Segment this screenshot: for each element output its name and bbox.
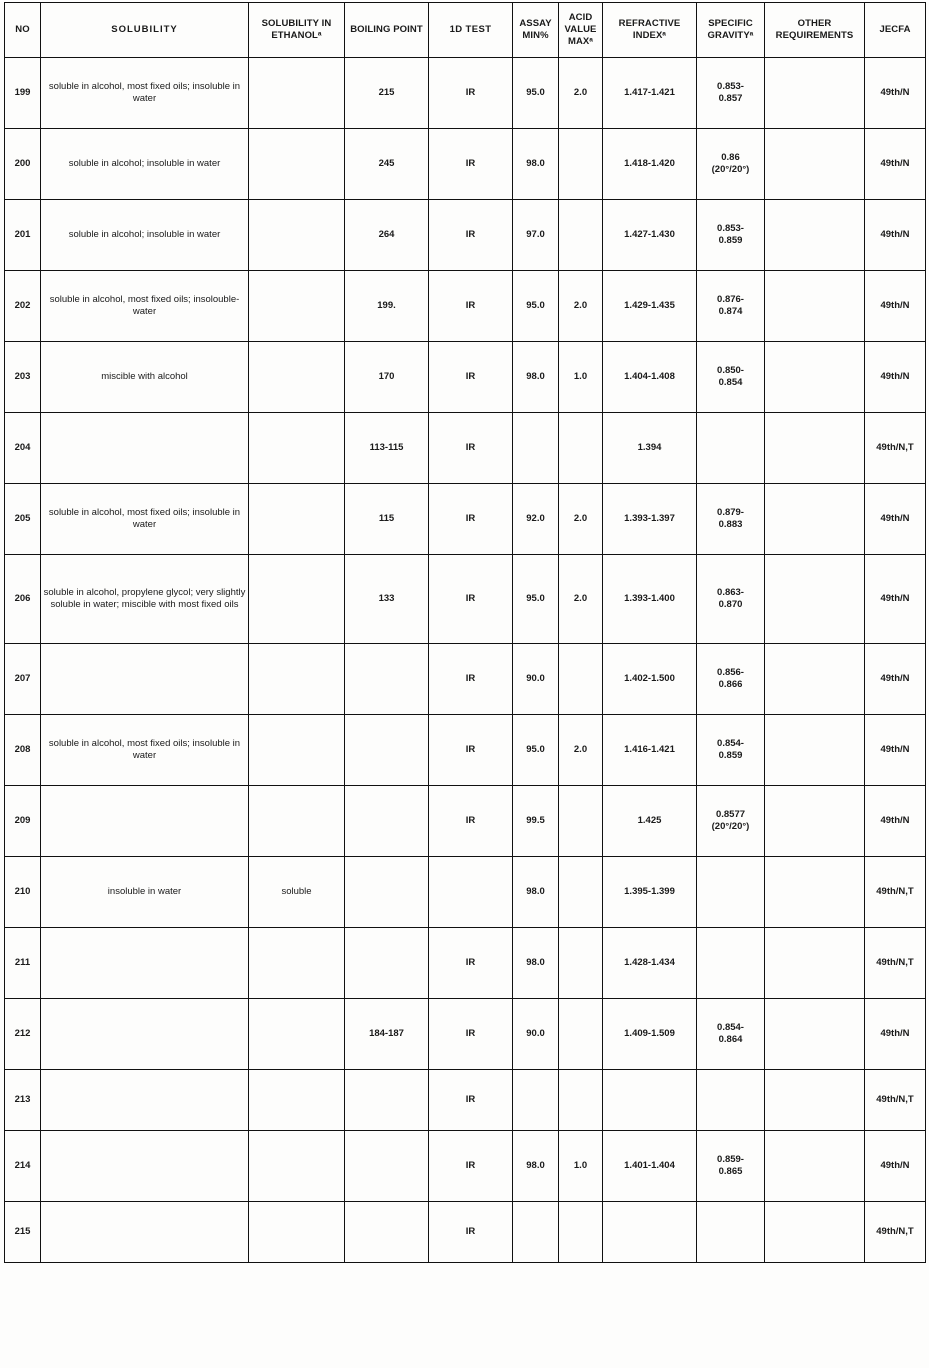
cell-solubility_ethanol [249,1202,345,1263]
cell-assay: 98.0 [513,857,559,928]
table-row [5,200,926,271]
cell-solubility [41,1202,249,1263]
cell-acid_value: 2.0 [559,555,603,644]
table-row [5,342,926,413]
column-header-acid_value: ACID VALUE MAXᵃ [559,3,603,58]
cell-refractive_index: 1.401-1.404 [603,1131,697,1202]
cell-boiling_point: 245 [345,129,429,200]
cell-assay: 90.0 [513,644,559,715]
cell-boiling_point [345,1202,429,1263]
cell-solubility_ethanol [249,555,345,644]
table-row [5,928,926,999]
cell-no: 210 [5,857,41,928]
table-row [5,1070,926,1131]
cell-id_test: IR [429,928,513,999]
cell-specific_gravity [697,413,765,484]
cell-assay: 99.5 [513,786,559,857]
cell-jecfa: 49th/N,T [865,857,926,928]
cell-specific_gravity: 0.876- 0.874 [697,271,765,342]
cell-solubility: soluble in alcohol, most fixed oils; insoluble in water [41,484,249,555]
cell-other_requirements [765,999,865,1070]
cell-solubility_ethanol [249,1070,345,1131]
cell-id_test: IR [429,271,513,342]
cell-solubility_ethanol [249,928,345,999]
cell-boiling_point: 264 [345,200,429,271]
cell-id_test: IR [429,129,513,200]
cell-specific_gravity: 0.854- 0.864 [697,999,765,1070]
cell-specific_gravity: 0.879- 0.883 [697,484,765,555]
cell-acid_value [559,928,603,999]
cell-solubility_ethanol [249,999,345,1070]
cell-boiling_point [345,715,429,786]
table-row [5,271,926,342]
table-row [5,715,926,786]
cell-other_requirements [765,58,865,129]
cell-acid_value [559,857,603,928]
cell-solubility_ethanol [249,58,345,129]
cell-jecfa: 49th/N,T [865,413,926,484]
cell-specific_gravity [697,1070,765,1131]
cell-specific_gravity: 0.86 (20°/20°) [697,129,765,200]
cell-acid_value [559,413,603,484]
cell-id_test: IR [429,999,513,1070]
cell-solubility_ethanol [249,342,345,413]
cell-acid_value [559,644,603,715]
cell-jecfa: 49th/N [865,484,926,555]
cell-jecfa: 49th/N [865,342,926,413]
cell-solubility: soluble in alcohol, most fixed oils; insoluble in water [41,715,249,786]
cell-boiling_point: 113-115 [345,413,429,484]
cell-no: 211 [5,928,41,999]
table-body [5,58,926,1263]
cell-jecfa: 49th/N [865,644,926,715]
cell-acid_value [559,999,603,1070]
cell-assay: 98.0 [513,928,559,999]
cell-other_requirements [765,129,865,200]
cell-boiling_point [345,644,429,715]
cell-acid_value: 1.0 [559,1131,603,1202]
cell-boiling_point [345,1070,429,1131]
cell-id_test: IR [429,413,513,484]
cell-assay: 95.0 [513,271,559,342]
cell-jecfa: 49th/N [865,999,926,1070]
cell-solubility_ethanol [249,1131,345,1202]
cell-other_requirements [765,271,865,342]
cell-jecfa: 49th/N [865,786,926,857]
cell-jecfa: 49th/N,T [865,1202,926,1263]
cell-assay: 95.0 [513,715,559,786]
cell-assay: 98.0 [513,129,559,200]
column-header-solubility_ethanol: SOLUBILITY IN ETHANOLᵃ [249,3,345,58]
cell-id_test: IR [429,200,513,271]
cell-assay [513,1070,559,1131]
cell-specific_gravity: 0.8577 (20°/20°) [697,786,765,857]
cell-id_test: IR [429,715,513,786]
cell-acid_value: 2.0 [559,58,603,129]
cell-jecfa: 49th/N [865,200,926,271]
table-row [5,786,926,857]
cell-solubility [41,644,249,715]
cell-id_test: IR [429,342,513,413]
cell-other_requirements [765,1131,865,1202]
cell-refractive_index: 1.394 [603,413,697,484]
cell-refractive_index: 1.416-1.421 [603,715,697,786]
cell-other_requirements [765,715,865,786]
cell-no: 207 [5,644,41,715]
table-row [5,58,926,129]
cell-assay: 95.0 [513,555,559,644]
cell-other_requirements [765,342,865,413]
cell-solubility_ethanol [249,644,345,715]
cell-boiling_point [345,928,429,999]
cell-specific_gravity: 0.853- 0.857 [697,58,765,129]
cell-boiling_point: 115 [345,484,429,555]
cell-solubility [41,1070,249,1131]
cell-solubility [41,928,249,999]
cell-id_test [429,857,513,928]
cell-boiling_point [345,857,429,928]
cell-other_requirements [765,413,865,484]
cell-other_requirements [765,857,865,928]
cell-boiling_point [345,1131,429,1202]
column-header-refractive_index: REFRACTIVE INDEXᵃ [603,3,697,58]
cell-refractive_index: 1.427-1.430 [603,200,697,271]
cell-assay [513,1202,559,1263]
cell-solubility: soluble in alcohol, propylene glycol; very slightly soluble in water; miscible with most fixed oils [41,555,249,644]
cell-solubility: soluble in alcohol; insoluble in water [41,129,249,200]
table-row [5,555,926,644]
cell-refractive_index: 1.402-1.500 [603,644,697,715]
column-header-assay: ASSAY MIN% [513,3,559,58]
cell-solubility: soluble in alcohol, most fixed oils; insoluble in water [41,58,249,129]
specifications-table [4,2,926,1263]
cell-boiling_point: 184-187 [345,999,429,1070]
cell-solubility [41,1131,249,1202]
cell-acid_value [559,1202,603,1263]
cell-id_test: IR [429,555,513,644]
cell-refractive_index: 1.425 [603,786,697,857]
cell-assay: 90.0 [513,999,559,1070]
column-header-solubility: SOLUBILITY [41,3,249,58]
cell-no: 213 [5,1070,41,1131]
cell-solubility_ethanol [249,484,345,555]
cell-jecfa: 49th/N [865,715,926,786]
cell-no: 212 [5,999,41,1070]
cell-other_requirements [765,928,865,999]
cell-assay [513,413,559,484]
cell-refractive_index: 1.409-1.509 [603,999,697,1070]
cell-boiling_point: 199. [345,271,429,342]
cell-solubility: insoluble in water [41,857,249,928]
table-row [5,999,926,1070]
cell-acid_value: 2.0 [559,484,603,555]
table-row [5,644,926,715]
cell-id_test: IR [429,58,513,129]
cell-id_test: IR [429,786,513,857]
cell-no: 209 [5,786,41,857]
table-row [5,129,926,200]
cell-specific_gravity: 0.854- 0.859 [697,715,765,786]
column-header-other_requirements: OTHER REQUIREMENTS [765,3,865,58]
cell-specific_gravity: 0.859- 0.865 [697,1131,765,1202]
cell-no: 208 [5,715,41,786]
column-header-no: NO [5,3,41,58]
cell-boiling_point: 170 [345,342,429,413]
column-header-specific_gravity: SPECIFIC GRAVITYᵃ [697,3,765,58]
cell-solubility: soluble in alcohol, most fixed oils; insolouble- water [41,271,249,342]
cell-assay: 92.0 [513,484,559,555]
cell-no: 201 [5,200,41,271]
cell-specific_gravity [697,928,765,999]
cell-refractive_index: 1.428-1.434 [603,928,697,999]
cell-other_requirements [765,644,865,715]
cell-no: 202 [5,271,41,342]
cell-assay: 95.0 [513,58,559,129]
cell-acid_value [559,200,603,271]
cell-specific_gravity [697,1202,765,1263]
cell-solubility_ethanol [249,129,345,200]
cell-specific_gravity: 0.856- 0.866 [697,644,765,715]
cell-solubility [41,413,249,484]
cell-refractive_index [603,1202,697,1263]
cell-boiling_point [345,786,429,857]
cell-id_test: IR [429,1070,513,1131]
cell-other_requirements [765,1070,865,1131]
cell-solubility_ethanol [249,715,345,786]
cell-boiling_point: 215 [345,58,429,129]
cell-solubility_ethanol [249,200,345,271]
cell-solubility: soluble in alcohol; insoluble in water [41,200,249,271]
cell-no: 214 [5,1131,41,1202]
cell-other_requirements [765,200,865,271]
cell-refractive_index: 1.417-1.421 [603,58,697,129]
cell-id_test: IR [429,484,513,555]
cell-refractive_index: 1.418-1.420 [603,129,697,200]
cell-no: 203 [5,342,41,413]
cell-other_requirements [765,555,865,644]
cell-jecfa: 49th/N [865,555,926,644]
cell-solubility [41,786,249,857]
cell-id_test: IR [429,1202,513,1263]
cell-id_test: IR [429,644,513,715]
cell-no: 215 [5,1202,41,1263]
cell-solubility [41,999,249,1070]
cell-jecfa: 49th/N [865,271,926,342]
cell-refractive_index: 1.429-1.435 [603,271,697,342]
cell-solubility_ethanol [249,271,345,342]
cell-refractive_index: 1.393-1.400 [603,555,697,644]
header-row [5,3,926,58]
cell-acid_value [559,1070,603,1131]
table-header [5,3,926,58]
cell-other_requirements [765,1202,865,1263]
cell-no: 206 [5,555,41,644]
column-header-boiling_point: BOILING POINT [345,3,429,58]
cell-specific_gravity [697,857,765,928]
table-row [5,1131,926,1202]
cell-solubility: miscible with alcohol [41,342,249,413]
cell-refractive_index [603,1070,697,1131]
cell-jecfa: 49th/N [865,1131,926,1202]
cell-id_test: IR [429,1131,513,1202]
table-row [5,413,926,484]
cell-jecfa: 49th/N,T [865,1070,926,1131]
cell-no: 205 [5,484,41,555]
cell-assay: 98.0 [513,342,559,413]
cell-solubility_ethanol: soluble [249,857,345,928]
cell-jecfa: 49th/N [865,58,926,129]
cell-no: 200 [5,129,41,200]
cell-no: 199 [5,58,41,129]
cell-refractive_index: 1.393-1.397 [603,484,697,555]
cell-other_requirements [765,484,865,555]
cell-specific_gravity: 0.853- 0.859 [697,200,765,271]
cell-jecfa: 49th/N [865,129,926,200]
cell-solubility_ethanol [249,786,345,857]
cell-other_requirements [765,786,865,857]
cell-boiling_point: 133 [345,555,429,644]
cell-acid_value [559,786,603,857]
cell-no: 204 [5,413,41,484]
cell-jecfa: 49th/N,T [865,928,926,999]
table-row [5,857,926,928]
cell-specific_gravity: 0.850- 0.854 [697,342,765,413]
cell-specific_gravity: 0.863- 0.870 [697,555,765,644]
cell-acid_value: 2.0 [559,271,603,342]
table-row [5,484,926,555]
cell-refractive_index: 1.395-1.399 [603,857,697,928]
document-page [0,2,929,1368]
cell-acid_value [559,129,603,200]
cell-assay: 97.0 [513,200,559,271]
cell-assay: 98.0 [513,1131,559,1202]
column-header-jecfa: JECFA [865,3,926,58]
cell-acid_value: 2.0 [559,715,603,786]
cell-acid_value: 1.0 [559,342,603,413]
column-header-id_test: 1D TEST [429,3,513,58]
table-row [5,1202,926,1263]
cell-solubility_ethanol [249,413,345,484]
cell-refractive_index: 1.404-1.408 [603,342,697,413]
